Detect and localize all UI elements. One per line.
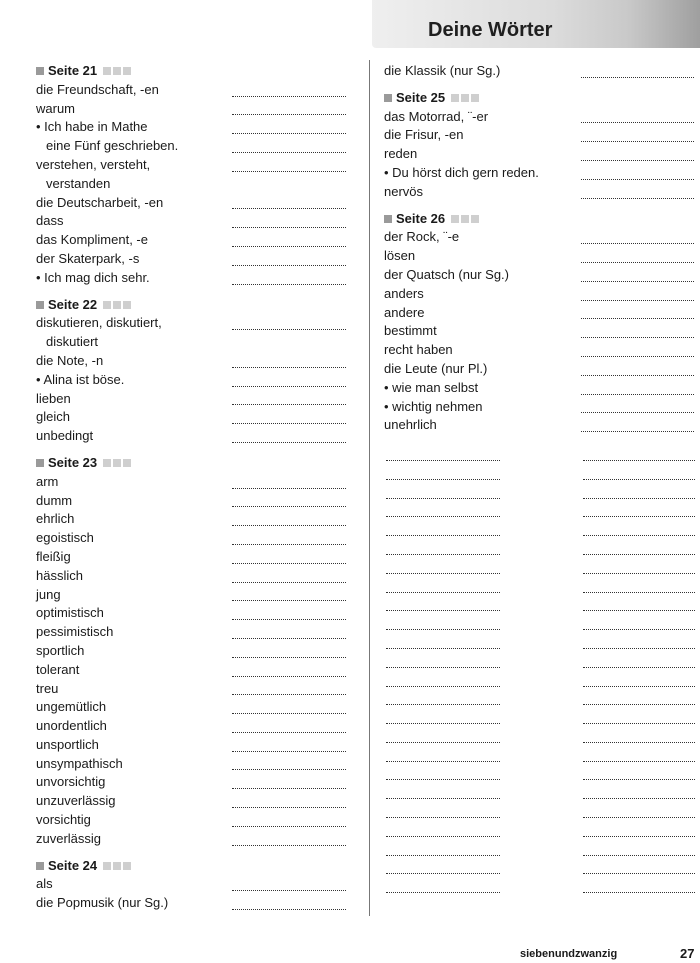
answer-line <box>232 676 346 677</box>
vocab-term: die Deutscharbeit, -en <box>36 194 164 210</box>
answer-line <box>232 807 346 808</box>
answer-line <box>583 554 695 555</box>
vocab-row <box>36 118 348 137</box>
vocab-row <box>384 416 700 435</box>
header-bar <box>372 0 700 48</box>
answer-line <box>232 284 346 285</box>
answer-line <box>583 723 695 724</box>
section-label: Seite 25 <box>396 89 446 105</box>
vocab-row <box>384 126 700 145</box>
vocab-term: fleißig <box>36 548 71 564</box>
vocab-term: unsportlich <box>36 736 99 752</box>
vocab-row <box>36 333 348 352</box>
answer-line <box>583 667 695 668</box>
vocab-term: der Quatsch (nur Sg.) <box>384 266 509 282</box>
vocab-term: lösen <box>384 248 416 264</box>
answer-line <box>583 779 695 780</box>
vocab-row <box>384 304 700 323</box>
vocab-row <box>36 427 348 446</box>
answer-line <box>583 704 695 705</box>
vocab-term: bestimmt <box>384 323 437 339</box>
vocab-row <box>36 408 348 427</box>
answer-line <box>583 686 695 687</box>
vocab-term: dumm <box>36 492 73 508</box>
vocab-row <box>36 250 348 269</box>
answer-line <box>386 704 500 705</box>
vocab-term: optimistisch <box>36 605 104 621</box>
vocab-term: dass <box>36 213 64 229</box>
answer-line <box>581 122 694 123</box>
blank-row <box>384 708 700 727</box>
blank-row <box>384 671 700 690</box>
vocab-row <box>384 398 700 417</box>
vocab-term: der Skaterpark, -s <box>36 250 140 266</box>
answer-line <box>232 386 346 387</box>
page-number: 27 <box>680 946 695 961</box>
vocab-term: reden <box>384 146 418 162</box>
vocab-term: arm <box>36 473 59 489</box>
column-divider <box>369 60 370 916</box>
vocab-row <box>36 390 348 409</box>
vocab-row <box>36 100 348 119</box>
vocab-term: der Rock, ¨-e <box>384 229 460 245</box>
vocab-term: unehrlich <box>384 417 437 433</box>
answer-line <box>232 133 346 134</box>
vocab-row <box>36 510 348 529</box>
answer-line <box>232 638 346 639</box>
answer-line <box>581 243 694 244</box>
blank-row <box>384 558 700 577</box>
vocab-term: nervös <box>384 183 424 199</box>
blank-row <box>384 464 700 483</box>
answer-line <box>386 686 500 687</box>
blank-row <box>384 483 700 502</box>
vocab-row <box>384 285 700 304</box>
vocab-row <box>36 717 348 736</box>
answer-line <box>232 845 346 846</box>
vocab-row <box>36 314 348 333</box>
answer-line <box>232 826 346 827</box>
vocab-row <box>384 228 700 247</box>
blank-row <box>384 690 700 709</box>
answer-line <box>581 281 694 282</box>
left-column <box>36 62 348 913</box>
answer-line <box>386 855 500 856</box>
vocab-term: die Leute (nur Pl.) <box>384 360 488 376</box>
vocab-term: gleich <box>36 409 70 425</box>
vocab-row <box>36 680 348 699</box>
blank-row <box>384 577 700 596</box>
blank-row <box>384 783 700 802</box>
answer-line <box>232 657 346 658</box>
vocab-term: jung <box>36 586 61 602</box>
blank-row <box>384 614 700 633</box>
vocab-row <box>36 811 348 830</box>
vocab-term: egoistisch <box>36 530 94 546</box>
vocab-term: die Frisur, -en <box>384 127 464 143</box>
vocab-term: tolerant <box>36 661 80 677</box>
answer-line <box>232 171 346 172</box>
vocab-row <box>36 269 348 288</box>
vocab-term: die Klassik (nur Sg.) <box>384 63 501 78</box>
answer-line <box>232 525 346 526</box>
answer-line <box>581 431 694 432</box>
answer-line <box>232 227 346 228</box>
answer-line <box>232 732 346 733</box>
vocab-term: diskutieren, diskutiert, <box>36 315 162 331</box>
answer-line <box>581 412 694 413</box>
answer-line <box>581 394 694 395</box>
answer-line <box>583 761 695 762</box>
vocab-term: • wie man selbst <box>384 379 479 395</box>
vocab-row <box>36 661 348 680</box>
answer-line <box>386 873 500 874</box>
vocab-row <box>36 194 348 213</box>
vocab-row <box>384 341 700 360</box>
vocab-row <box>384 322 700 341</box>
vocab-term: andere <box>384 304 425 320</box>
answer-line <box>386 479 500 480</box>
answer-line <box>386 592 500 593</box>
answer-line <box>386 554 500 555</box>
answer-line <box>583 629 695 630</box>
blank-row <box>384 859 700 878</box>
answer-line <box>232 694 346 695</box>
vocab-term: eine Fünf geschrieben. <box>46 138 179 154</box>
answer-line <box>232 563 346 564</box>
vocab-row <box>36 529 348 548</box>
vocab-term: unordentlich <box>36 718 107 734</box>
blank-row <box>384 596 700 615</box>
vocab-row <box>36 736 348 755</box>
answer-line <box>386 798 500 799</box>
answer-line <box>232 506 346 507</box>
vocab-term: unsympathisch <box>36 755 123 771</box>
answer-line <box>583 855 695 856</box>
answer-line <box>232 890 346 891</box>
vocab-term: • Du hörst dich gern reden. <box>384 164 539 180</box>
blank-row <box>384 821 700 840</box>
vocab-row <box>36 773 348 792</box>
vocab-row <box>384 145 700 164</box>
vocab-row <box>36 875 348 894</box>
answer-line <box>386 516 500 517</box>
answer-line <box>583 892 695 893</box>
vocab-term: sportlich <box>36 642 85 658</box>
answer-line <box>583 573 695 574</box>
answer-line <box>583 610 695 611</box>
section-label: Seite 21 <box>48 63 98 78</box>
vocab-row <box>36 698 348 717</box>
answer-line <box>232 246 346 247</box>
vocab-term: diskutiert <box>46 334 99 350</box>
answer-line <box>232 769 346 770</box>
answer-line <box>232 713 346 714</box>
vocab-row <box>36 830 348 849</box>
vocab-term: die Freundschaft, -en <box>36 81 159 97</box>
vocab-row <box>36 792 348 811</box>
section-label: Seite 24 <box>48 857 98 873</box>
answer-line <box>581 356 694 357</box>
answer-line <box>232 96 346 97</box>
section-heading-seite-23 <box>36 454 348 473</box>
vocab-row <box>384 360 700 379</box>
vocab-row <box>36 175 348 194</box>
answer-line <box>386 892 500 893</box>
vocab-term: anders <box>384 285 424 301</box>
answer-line <box>583 742 695 743</box>
answer-line <box>581 262 694 263</box>
blank-row <box>384 727 700 746</box>
blank-row <box>384 445 700 464</box>
answer-line <box>232 423 346 424</box>
answer-line <box>386 667 500 668</box>
vocab-row <box>384 247 700 266</box>
vocab-row <box>36 352 348 371</box>
answer-line <box>581 141 694 142</box>
answer-line <box>583 460 695 461</box>
answer-line <box>386 723 500 724</box>
blank-row <box>384 877 700 896</box>
vocab-row <box>36 548 348 567</box>
answer-line <box>581 160 694 161</box>
vocab-term: verstanden <box>46 175 111 191</box>
vocab-row <box>36 755 348 774</box>
answer-line <box>232 488 346 489</box>
answer-line <box>583 535 695 536</box>
vocab-row <box>36 137 348 156</box>
answer-line <box>232 152 346 153</box>
answer-line <box>583 817 695 818</box>
vocab-term: hässlich <box>36 567 83 583</box>
vocab-row <box>36 231 348 250</box>
answer-line <box>232 582 346 583</box>
vocab-term: treu <box>36 680 59 696</box>
vocab-term: • Alina ist böse. <box>36 371 125 387</box>
section-heading-seite-21 <box>36 62 348 81</box>
answer-line <box>386 498 500 499</box>
vocab-term: recht haben <box>384 342 453 358</box>
answer-line <box>232 909 346 910</box>
answer-line <box>581 77 694 78</box>
answer-line <box>232 404 346 405</box>
vocab-term: unzuverlässig <box>36 793 116 809</box>
vocab-row <box>36 371 348 390</box>
blank-row <box>384 652 700 671</box>
blank-rows <box>384 445 700 896</box>
answer-line <box>583 648 695 649</box>
answer-line <box>581 318 694 319</box>
answer-line <box>386 836 500 837</box>
blank-row <box>384 746 700 765</box>
vocab-term: vorsichtig <box>36 812 91 828</box>
answer-line <box>232 751 346 752</box>
blank-row <box>384 520 700 539</box>
section-label: Seite 26 <box>396 210 446 226</box>
answer-line <box>232 544 346 545</box>
vocab-term: das Kompliment, -e <box>36 232 148 248</box>
answer-line <box>386 817 500 818</box>
vocab-term: zuverlässig <box>36 830 102 846</box>
answer-line <box>583 798 695 799</box>
answer-line <box>581 337 694 338</box>
vocab-row <box>384 266 700 285</box>
blank-row <box>384 539 700 558</box>
vocab-row <box>36 642 348 661</box>
answer-line <box>232 619 346 620</box>
vocab-term: das Motorrad, ¨-er <box>384 108 489 124</box>
answer-line <box>583 479 695 480</box>
answer-line <box>583 873 695 874</box>
vocab-row <box>36 623 348 642</box>
answer-line <box>581 179 694 180</box>
answer-line <box>232 114 346 115</box>
section-heading-seite-24 <box>36 857 348 876</box>
page-title: Deine Wörter <box>428 19 553 41</box>
vocab-term: warum <box>36 100 76 116</box>
answer-line <box>232 442 346 443</box>
answer-line <box>386 535 500 536</box>
vocab-row <box>384 62 700 81</box>
answer-line <box>583 498 695 499</box>
answer-line <box>232 600 346 601</box>
vocab-row <box>36 586 348 605</box>
vocab-term: ungemütlich <box>36 699 107 715</box>
vocab-term: unbedingt <box>36 428 94 444</box>
vocab-row <box>384 108 700 127</box>
answer-line <box>386 610 500 611</box>
answer-line <box>581 198 694 199</box>
answer-line <box>386 629 500 630</box>
answer-line <box>232 265 346 266</box>
vocab-row <box>36 604 348 623</box>
vocab-term: pessimistisch <box>36 624 114 640</box>
vocab-term: • Ich habe in Mathe <box>36 119 148 135</box>
vocab-term: • Ich mag dich sehr. <box>36 269 150 285</box>
section-heading-seite-22 <box>36 296 348 315</box>
section-label: Seite 23 <box>48 454 98 470</box>
vocab-row <box>36 212 348 231</box>
answer-line <box>386 573 500 574</box>
vocab-term: ehrlich <box>36 511 75 527</box>
vocab-row <box>384 183 700 202</box>
answer-line <box>386 460 500 461</box>
square-icon <box>36 67 44 75</box>
blank-row <box>384 765 700 784</box>
vocab-term: als <box>36 876 53 892</box>
blank-row <box>384 502 700 521</box>
answer-line <box>386 648 500 649</box>
page-number-word: siebenundzwanzig <box>520 948 618 960</box>
vocab-row <box>36 492 348 511</box>
answer-line <box>232 208 346 209</box>
vocab-term: • wichtig nehmen <box>384 398 483 414</box>
blank-row <box>384 633 700 652</box>
vocab-term: die Popmusik (nur Sg.) <box>36 895 169 911</box>
blank-row <box>384 840 700 859</box>
vocab-row <box>36 894 348 913</box>
vocab-row <box>384 164 700 183</box>
vocab-term: verstehen, versteht, <box>36 156 151 172</box>
answer-line <box>386 742 500 743</box>
vocab-row <box>36 156 348 175</box>
answer-line <box>386 779 500 780</box>
section-heading-seite-26 <box>384 210 700 229</box>
vocab-term: die Note, -n <box>36 352 104 368</box>
vocab-term: unvorsichtig <box>36 774 106 790</box>
answer-line <box>386 761 500 762</box>
section-label: Seite 22 <box>48 296 98 312</box>
vocab-row <box>36 81 348 100</box>
answer-line <box>581 375 694 376</box>
answer-line <box>581 300 694 301</box>
vocab-row <box>36 473 348 492</box>
vocab-row <box>36 567 348 586</box>
right-column <box>384 62 700 896</box>
answer-line <box>583 592 695 593</box>
blank-row <box>384 802 700 821</box>
answer-line <box>583 836 695 837</box>
vocab-row <box>384 379 700 398</box>
answer-line <box>583 516 695 517</box>
answer-line <box>232 367 346 368</box>
answer-line <box>232 788 346 789</box>
section-heading-seite-25 <box>384 89 700 108</box>
answer-line <box>232 329 346 330</box>
vocab-term: lieben <box>36 390 71 406</box>
